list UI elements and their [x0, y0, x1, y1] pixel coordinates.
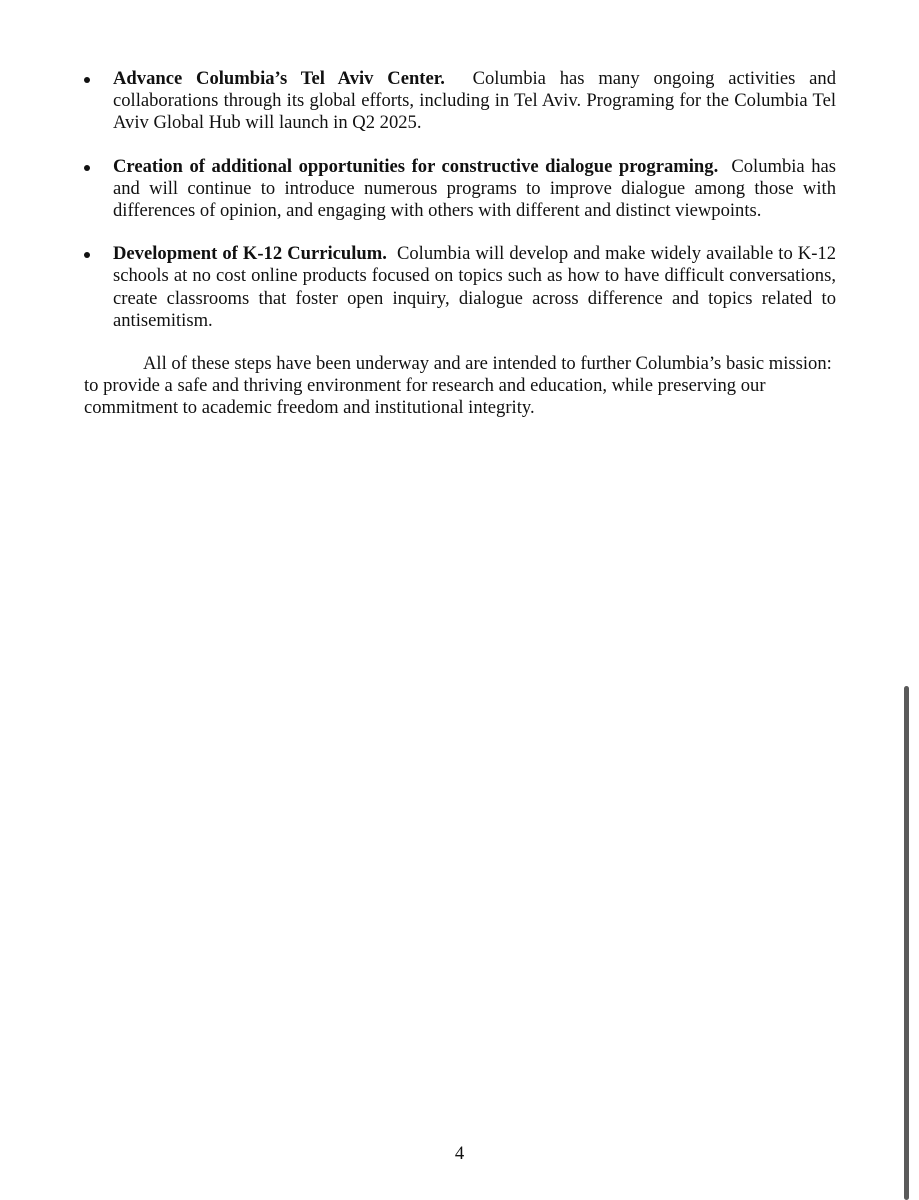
bullet-text: Columbia has many ongoing activities and collaborations through its global efforts, including in Tel Aviv. Programing for the Columbia Tel Aviv Global Hub will launch in Q2 2025. [113, 68, 837, 134]
bullet-heading: Advance Columbia’s Tel Aviv Center. [113, 68, 445, 89]
vertical-scrollbar[interactable] [904, 686, 909, 1200]
bullet-heading: Development of K-12 Curriculum. [113, 243, 387, 265]
bullet-item-tel-aviv-center [84, 68, 836, 135]
bullet-heading: Creation of additional opportunities for constructive dialogue programing. [113, 155, 719, 177]
page-number: 4 [454, 1143, 465, 1164]
closing-paragraph: All of these steps have been underway and are intended to further Columbia’s basic mission: to provide a safe and thriving environment for research and education, while preserving our commitment to academic freedom and institutional integrity. [84, 353, 832, 419]
bullet-icon [84, 77, 90, 83]
bullet-icon [84, 165, 90, 171]
bullet-text: Columbia will develop and make widely available to K-12 schools at no cost online products focused on topics such as how to have difficult conversations, create classrooms that foster open inquiry, dialogue across difference and topics related to antisemitism. [113, 243, 837, 331]
bullet-icon [84, 252, 90, 258]
bullet-list [84, 68, 836, 332]
page-content [84, 68, 836, 420]
bullet-item-dialogue-programing [84, 156, 836, 223]
bullet-item-k12-curriculum [84, 243, 836, 332]
bullet-text: Columbia has and will continue to introduce numerous programs to improve dialogue among those with differences of opinion, and engaging with others with different and distinct viewpoints. [113, 155, 837, 222]
